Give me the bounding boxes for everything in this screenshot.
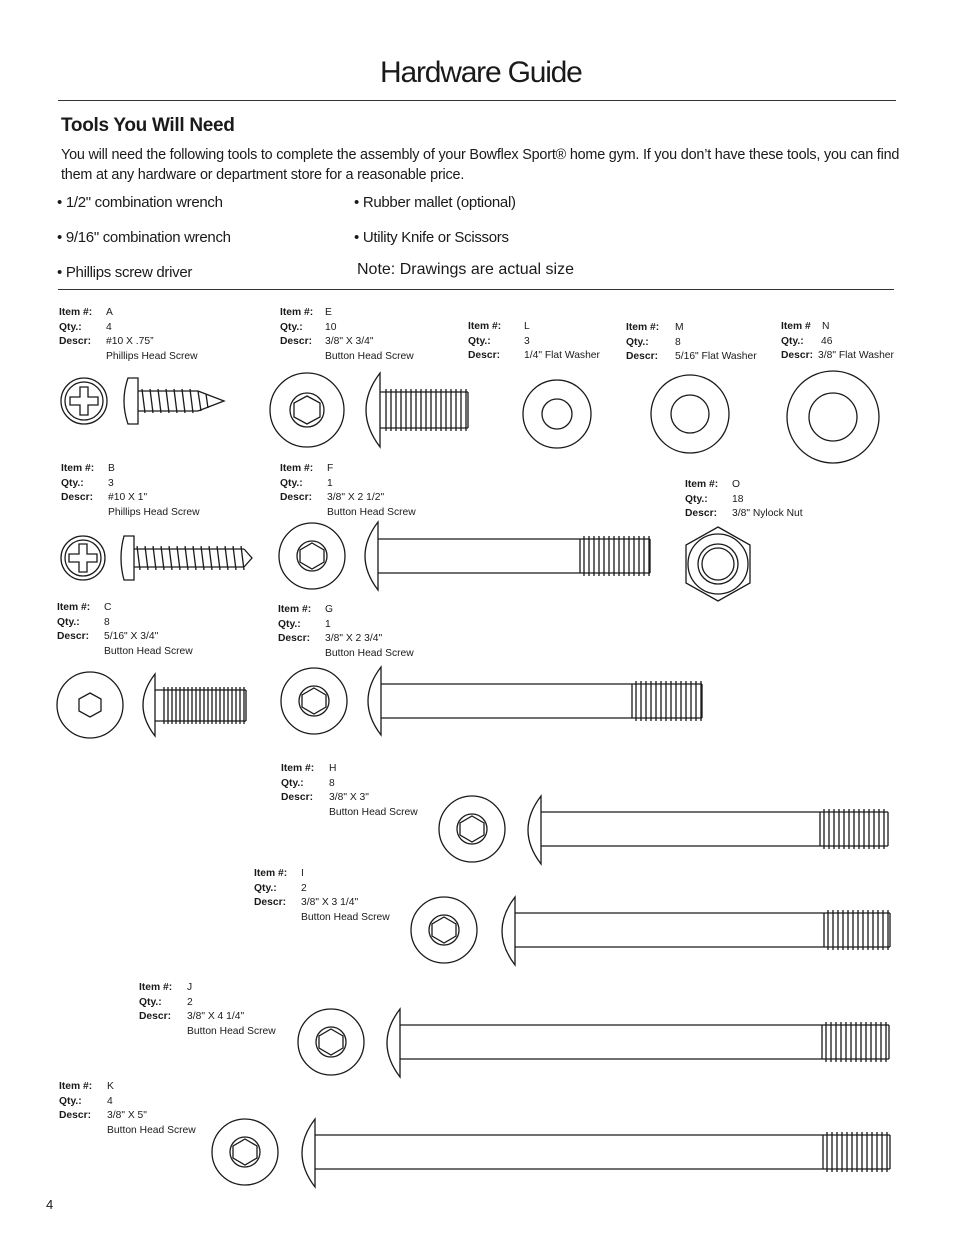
- tools-heading: Tools You Will Need: [61, 115, 235, 136]
- nut-o-drawing: [686, 527, 750, 601]
- thread-a: [142, 389, 208, 413]
- screw-f-drawing: [279, 522, 650, 590]
- screw-a-drawing: [61, 378, 224, 424]
- thread-k: [827, 1132, 887, 1172]
- thread-j: [826, 1022, 886, 1062]
- washer-m-drawing: [651, 375, 729, 453]
- scale-note: Note: Drawings are actual size: [357, 261, 574, 278]
- screw-b-drawing: [61, 536, 252, 580]
- spec-item-g: Item #: G Qty.: 1 Descr: 3/8" X 2 3/4" Button Head Screw: [278, 604, 414, 659]
- spec-item-f: Item #: F Qty.: 1 Descr: 3/8" X 2 1/2" Button Head Screw: [280, 463, 416, 518]
- thread-e: [386, 389, 466, 431]
- spec-item-e: Item #: E Qty.: 10 Descr: 3/8" X 3/4" Button Head Screw: [280, 307, 414, 362]
- tools-intro: You will need the following tools to complete the assembly of your Bowflex Sport® home gym. If you don’t have these tools, you can find them at any hardware or department store for a reasonable price.: [61, 147, 900, 183]
- thread-f: [584, 536, 649, 576]
- thread-h: [824, 809, 884, 849]
- spec-item-j: Item #: J Qty.: 2 Descr: 3/8" X 4 1/4" Button Head Screw: [139, 982, 276, 1037]
- page-title: Hardware Guide: [380, 56, 582, 89]
- screw-i-drawing: [411, 897, 890, 965]
- tool-item-wrench-9-16: • 9/16" combination wrench: [57, 229, 231, 246]
- thread-g: [636, 681, 701, 721]
- spec-item-n: Item # N Qty.: 46 Descr: 3/8" Flat Washer: [781, 321, 894, 361]
- washer-l-drawing: [523, 380, 591, 448]
- spec-item-m: Item #: M Qty.: 8 Descr: 5/16" Flat Washer: [626, 322, 757, 362]
- tool-item-screwdriver: • Phillips screw driver: [57, 264, 193, 281]
- screw-c-drawing: [57, 672, 246, 738]
- spec-item-a: Item #: A Qty.: 4 Descr: #10 X .75” Phillips Head Screw: [59, 307, 198, 362]
- screw-j-drawing: [298, 1009, 889, 1077]
- spec-item-h: Item #: H Qty.: 8 Descr: 3/8" X 3" Button Head Screw: [281, 763, 418, 818]
- tool-item-knife: • Utility Knife or Scissors: [354, 229, 509, 246]
- spec-item-l: Item #: L Qty.: 3 Descr: 1/4" Flat Washer: [468, 321, 600, 361]
- spec-item-c: Item #: C Qty.: 8 Descr: 5/16" X 3/4" Button Head Screw: [57, 602, 193, 657]
- screw-h-drawing: [439, 796, 888, 864]
- tool-item-mallet: • Rubber mallet (optional): [354, 194, 516, 211]
- spec-item-k: Item #: K Qty.: 4 Descr: 3/8" X 5" Button Head Screw: [59, 1081, 196, 1136]
- screw-g-drawing: [281, 667, 702, 735]
- screw-k-drawing: [212, 1119, 890, 1187]
- tool-item-wrench-half: • 1/2" combination wrench: [57, 194, 223, 211]
- spec-item-o: Item #: O Qty.: 18 Descr: 3/8" Nylock Nut: [685, 479, 803, 519]
- thread-c: [164, 687, 244, 724]
- spec-item-b: Item #: B Qty.: 3 Descr: #10 X 1" Phillips Head Screw: [61, 463, 200, 518]
- screw-e-drawing: [270, 373, 468, 447]
- washer-n-drawing: [787, 371, 879, 463]
- page-number: 4: [46, 1197, 54, 1212]
- spec-item-i: Item #: I Qty.: 2 Descr: 3/8" X 3 1/4" Button Head Screw: [254, 868, 390, 923]
- thread-i: [828, 910, 888, 950]
